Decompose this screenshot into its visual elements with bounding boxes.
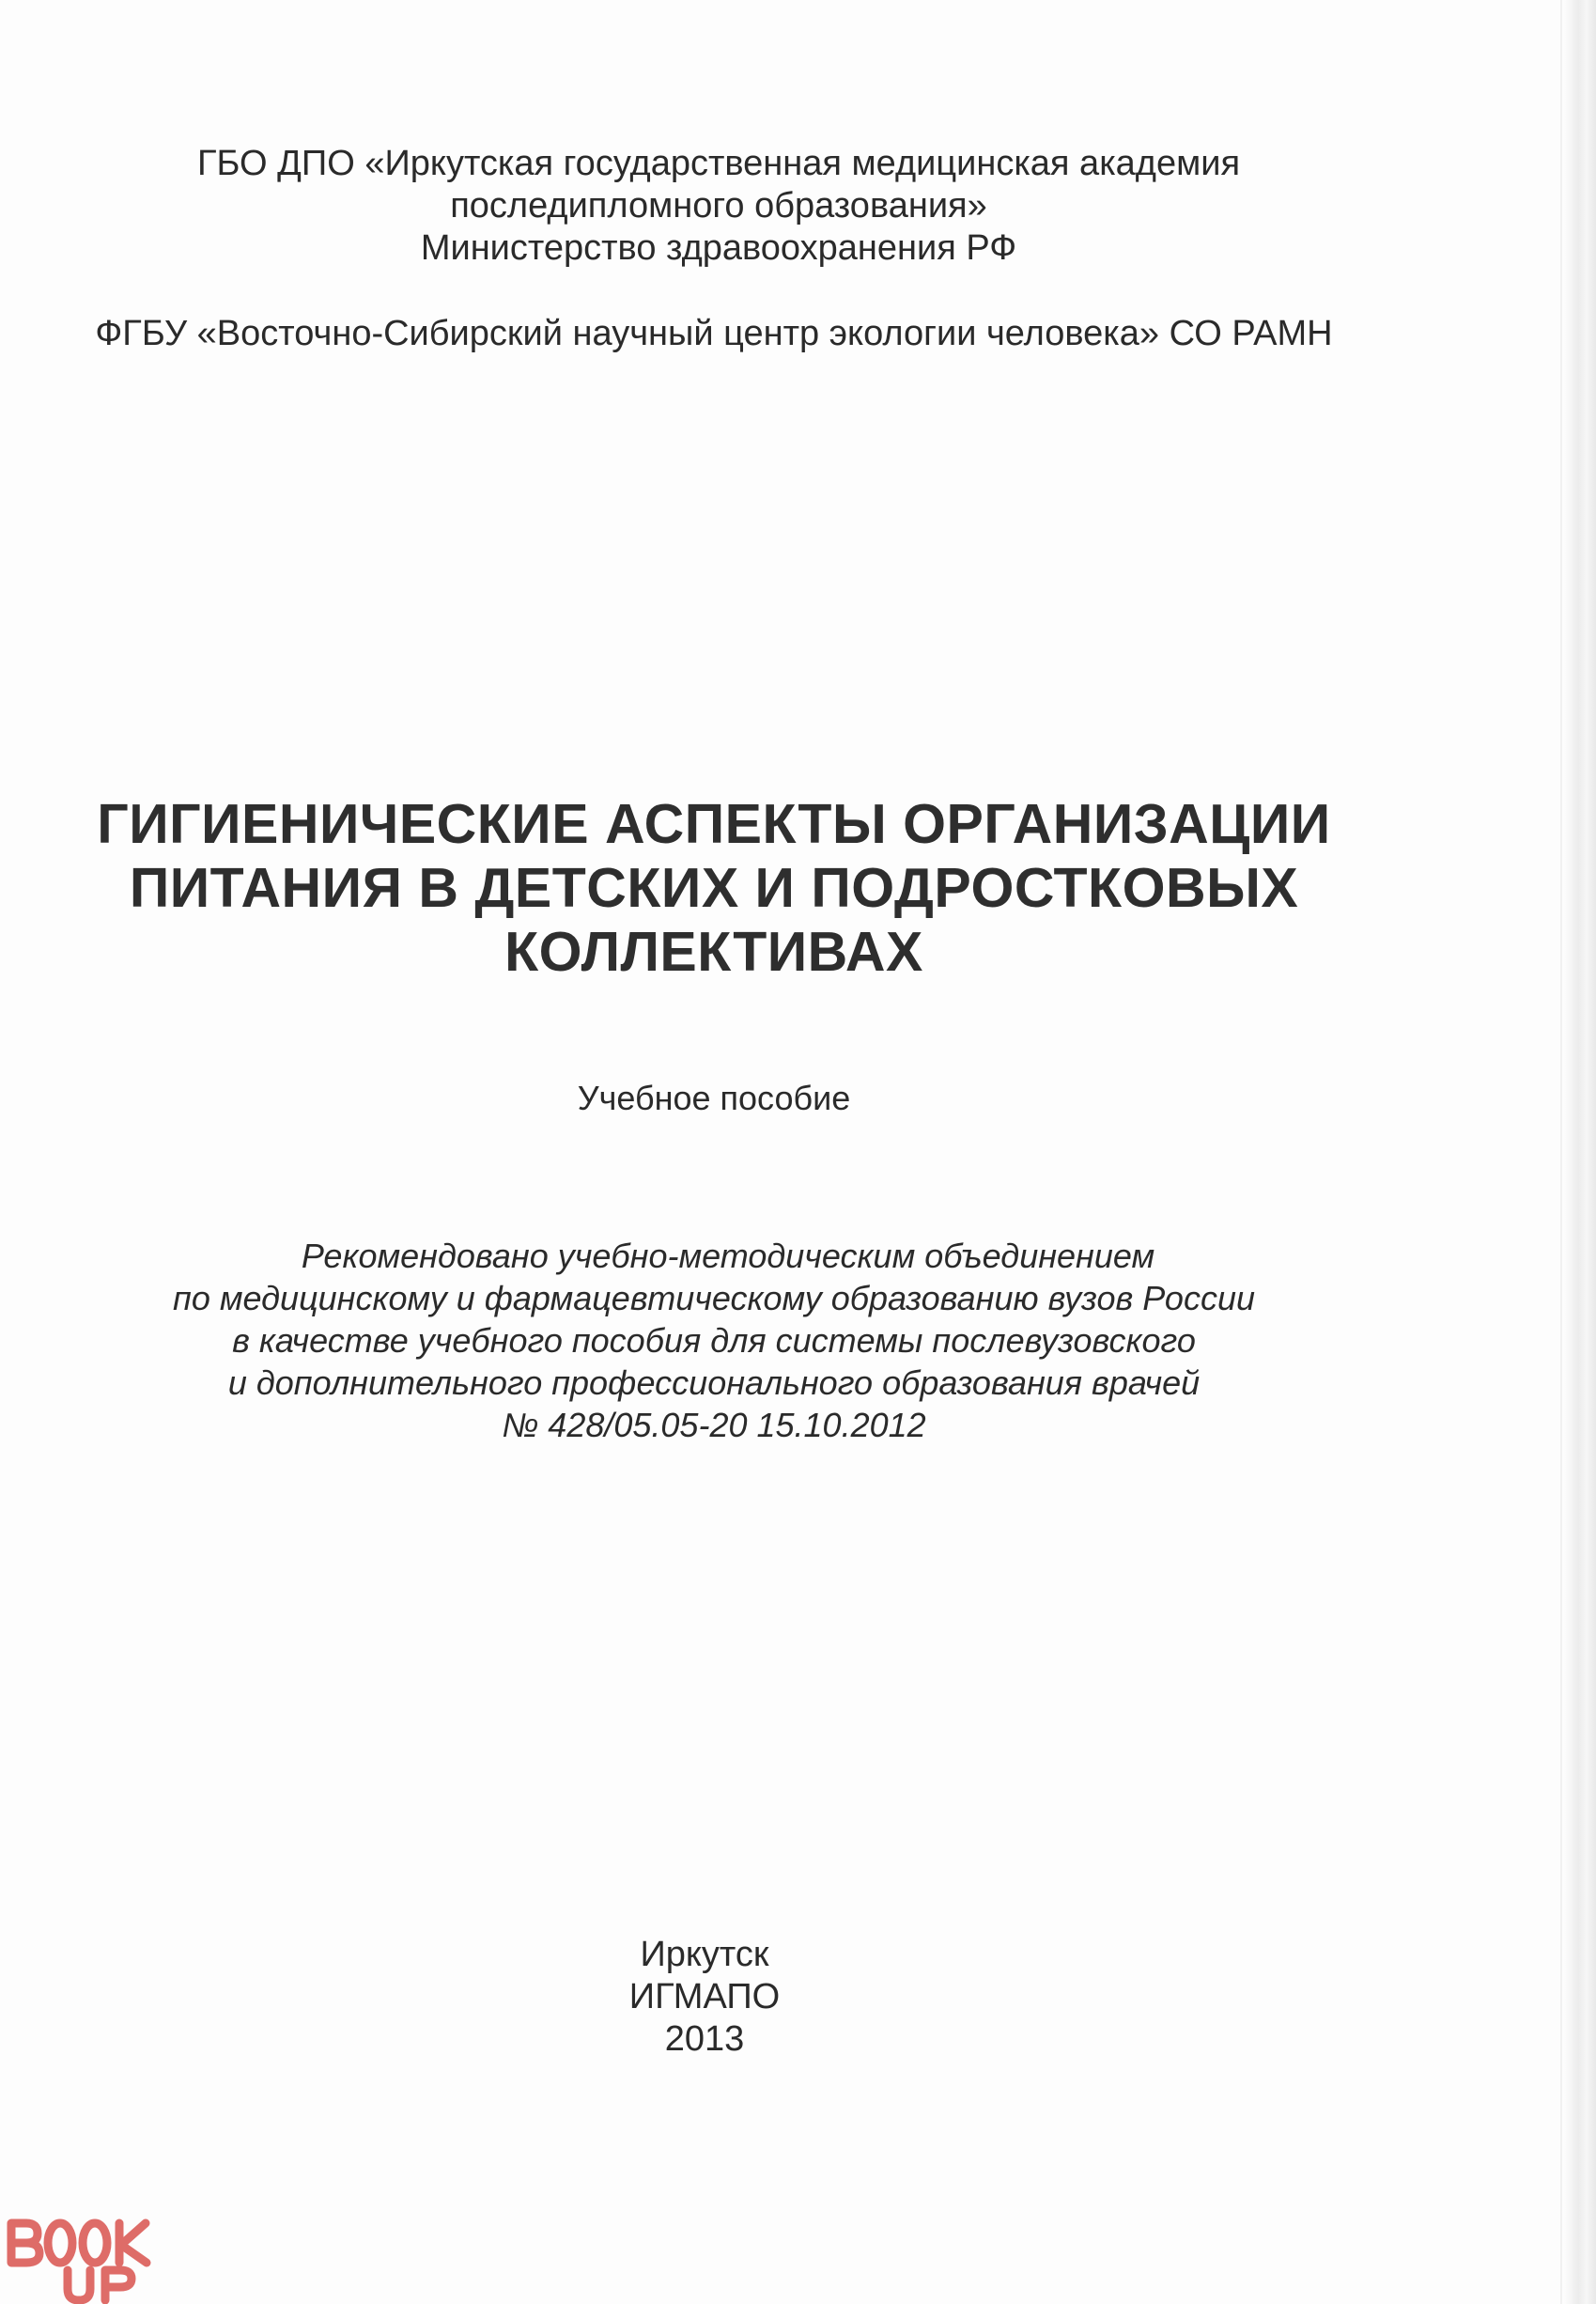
imprint-year: 2013 — [664, 2019, 745, 2059]
recommendation-line: Рекомендовано учебно-методическим объединением — [301, 1237, 1155, 1275]
institution-line: ГБО ДПО «Иркутская государственная медицинская академия — [196, 144, 1241, 183]
bookup-watermark-logo — [0, 2216, 160, 2304]
recommendation-note — [56, 1235, 1371, 1446]
imprint-city: Иркутск — [640, 1935, 769, 1974]
institution-line: Министерство здравоохранения РФ — [420, 228, 1017, 268]
scan-binding-shadow — [1564, 0, 1596, 2304]
recommendation-line: в качестве учебного пособия для системы послевузовского — [232, 1321, 1196, 1360]
recommendation-line: № 428/05.05-20 15.10.2012 — [502, 1406, 926, 1444]
title-line: КОЛЛЕКТИВАХ — [504, 921, 923, 983]
institution-header — [89, 143, 1348, 270]
subtitle-text: Учебное пособие — [577, 1079, 851, 1117]
title-line: ПИТАНИЯ В ДЕТСКИХ И ПОДРОСТКОВЫХ — [129, 857, 1299, 919]
recommendation-line: по медицинскому и фармацевтическому образованию вузов России — [173, 1279, 1255, 1317]
imprint — [479, 1934, 930, 2061]
book-title — [56, 792, 1371, 984]
co-institution — [56, 313, 1371, 355]
co-institution-line: ФГБУ «Восточно-Сибирский научный центр экологии человека» СО РАМН — [95, 314, 1333, 353]
imprint-publisher: ИГМАПО — [628, 1977, 781, 2016]
title-line: ГИГИЕНИЧЕСКИЕ АСПЕКТЫ ОРГАНИЗАЦИИ — [97, 793, 1331, 855]
scan-edge-line — [1560, 0, 1562, 2304]
recommendation-line: и дополнительного профессионального образования врачей — [227, 1363, 1201, 1402]
institution-line: последипломного образования» — [450, 186, 987, 226]
book-subtitle — [56, 1078, 1371, 1119]
